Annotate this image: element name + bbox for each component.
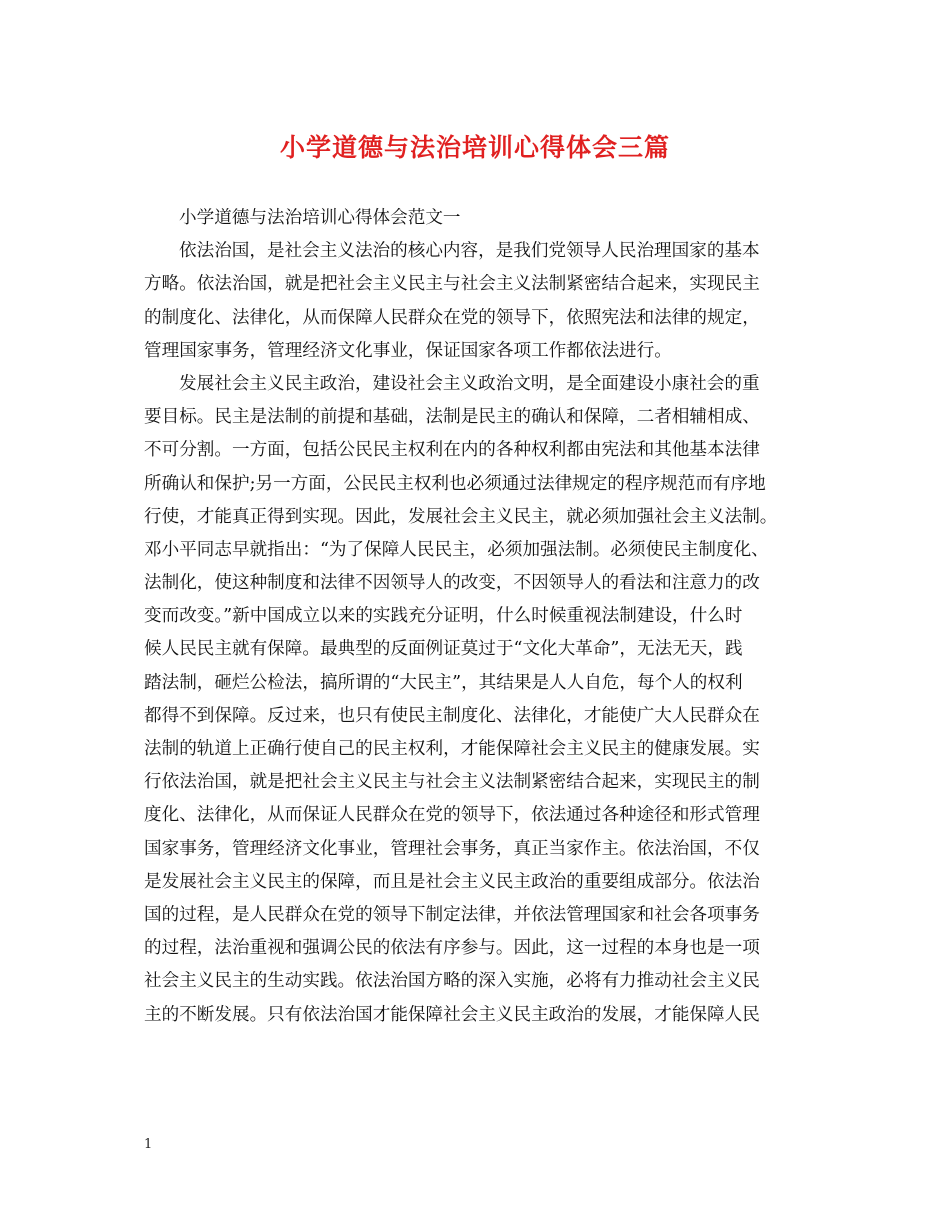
text-line: 法制化，使这种制度和法律不因领导人的改变，不因领导人的看法和注意力的改: [144, 573, 760, 594]
text-line: 依法治国，是社会主义法治的核心内容，是我们党领导人民治理国家的基本: [179, 241, 760, 262]
text-line: 不可分割。一方面，包括公民民主权利在内的各种权利都由宪法和其他基本法律: [144, 440, 760, 461]
text-line: 发展社会主义民主政治，建设社会主义政治文明，是全面建设小康社会的重: [179, 373, 760, 394]
text-line: 法制的轨道上正确行使自己的民主权利，才能保障社会主义民主的健康发展。实: [144, 739, 760, 759]
text-line: 管理国家事务，管理经济文化事业，保证国家各项工作都依法进行。: [144, 340, 672, 361]
text-line: 是发展社会主义民主的保障，而且是社会主义民主政治的重要组成部分。依法治: [144, 871, 760, 892]
text-line: 国的过程，是人民群众在党的领导下制定法律，并依法管理国家和社会各项事务: [144, 904, 760, 925]
text-line: 所确认和保护;另一方面，公民民主权利也必须通过法律规定的程序规范而有序地: [144, 473, 766, 494]
text-line: 度化、法律化，从而保证人民群众在党的领导下，依法通过各种途径和形式管理: [144, 805, 760, 826]
document-body: [144, 202, 814, 1032]
text-line: 方略。依法治国，就是把社会主义民主与社会主义法制紧密结合起来，实现民主: [144, 274, 760, 295]
text-line: 的制度化、法律化，从而保障人民群众在党的领导下，依照宪法和法律的规定，: [144, 307, 760, 328]
paragraph-1: [144, 235, 814, 368]
text-line: 要目标。民主是法制的前提和基础，法制是民主的确认和保障，二者相辅相成、: [144, 407, 760, 428]
page-number: 1: [144, 1137, 153, 1152]
text-line: 主的不断发展。只有依法治国才能保障社会主义民主政治的发展，才能保障人民: [144, 1004, 760, 1025]
paragraph-2: [144, 368, 814, 1032]
text-line: 邓小平同志早就指出：“为了保障人民民主，必须加强法制。必须使民主制度化、: [144, 539, 769, 560]
text-line: 的过程，法治重视和强调公民的依法有序参与。因此，这一过程的本身也是一项: [144, 938, 760, 959]
text-line: 候人民民主就有保障。最典型的反面例证莫过于“文化大革命”，无法无天，践: [144, 639, 743, 660]
document-title: 小学道德与法治培训心得体会三篇: [279, 133, 670, 162]
text-line: 变而改变。”新中国成立以来的实践充分证明，什么时候重视法制建设，什么时: [144, 606, 743, 627]
text-line: 社会主义民主的生动实践。依法治国方略的深入实施，必将有力推动社会主义民: [144, 971, 760, 992]
text-line: 行依法治国，就是把社会主义民主与社会主义法制紧密结合起来，实现民主的制: [144, 772, 760, 793]
text-line: 国家事务，管理经济文化事业，管理社会事务，真正当家作主。依法治国，不仅: [144, 838, 760, 859]
text-line: 行使，才能真正得到实现。因此，发展社会主义民主，就必须加强社会主义法制。: [144, 506, 778, 527]
section-heading: 小学道德与法治培训心得体会范文一: [179, 208, 461, 228]
text-line: 踏法制，砸烂公检法，搞所谓的“大民主”，其结果是人人自危，每个人的权利: [144, 672, 743, 693]
text-line: 都得不到保障。反过来，也只有使民主制度化、法律化，才能使广大人民群众在: [144, 705, 760, 726]
